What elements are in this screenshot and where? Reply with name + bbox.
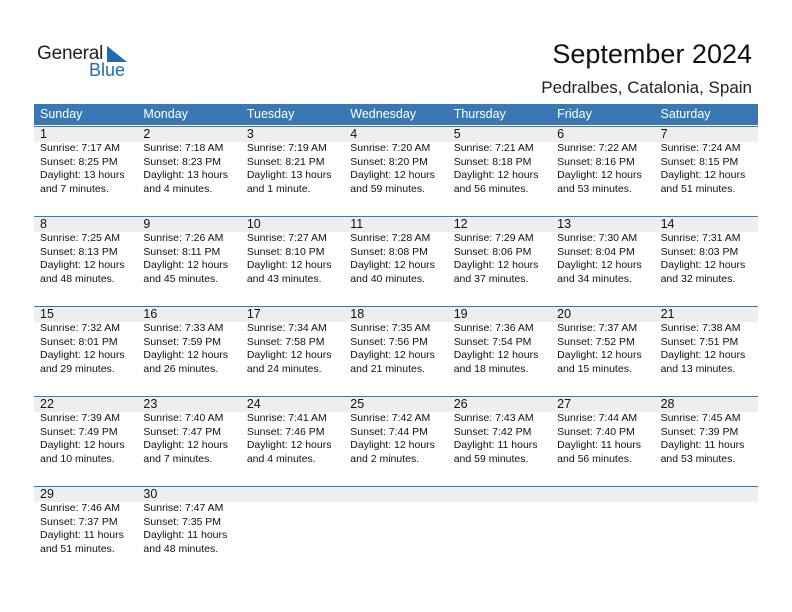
sunrise-text: Sunrise: 7:42 AM <box>350 412 431 424</box>
sunrise-text: Sunrise: 7:17 AM <box>40 142 120 154</box>
daylight-minutes-text: and 56 minutes. <box>557 452 632 465</box>
sunset-text: Sunset: 8:18 PM <box>453 155 532 168</box>
daylight-minutes-text: and 29 minutes. <box>40 362 115 375</box>
day-cell <box>344 216 447 306</box>
daylight-minutes-text: and 53 minutes. <box>660 452 736 465</box>
sunrise-text: Sunrise: 7:38 AM <box>660 322 741 334</box>
daylight-minutes-text: and 43 minutes. <box>246 272 322 285</box>
sunrise-text: Sunrise: 7:30 AM <box>557 232 638 244</box>
daylight-minutes-text: and 59 minutes. <box>453 452 529 465</box>
daylight-hours-text: Daylight: 12 hours <box>40 259 125 271</box>
sunrise-text: Sunrise: 7:27 AM <box>246 232 327 244</box>
week-row <box>34 216 758 306</box>
sunrise-text: Sunrise: 7:25 AM <box>40 232 120 244</box>
sunrise-text: Sunrise: 7:40 AM <box>143 412 224 424</box>
sunset-text: Sunset: 8:16 PM <box>557 155 635 168</box>
daylight-minutes-text: and 45 minutes. <box>143 272 219 285</box>
weekday-friday: Friday <box>557 107 592 121</box>
sunset-text: Sunset: 7:40 PM <box>557 425 635 438</box>
day-number: 2 <box>143 127 151 141</box>
sunrise-text: Sunrise: 7:33 AM <box>143 322 224 334</box>
day-number: 23 <box>143 397 158 411</box>
sunset-text: Sunset: 8:04 PM <box>557 245 635 258</box>
daylight-hours-text: Daylight: 12 hours <box>660 349 746 361</box>
day-cell <box>34 306 137 396</box>
sunrise-text: Sunrise: 7:45 AM <box>660 412 741 424</box>
day-cell <box>34 216 137 306</box>
day-number: 24 <box>246 397 261 411</box>
daylight-minutes-text: and 56 minutes. <box>453 182 529 195</box>
daylight-minutes-text: and 40 minutes. <box>350 272 425 285</box>
day-number: 9 <box>143 217 151 231</box>
daylight-minutes-text: and 18 minutes. <box>453 362 529 375</box>
sunrise-text: Sunrise: 7:36 AM <box>453 322 534 334</box>
daylight-hours-text: Daylight: 12 hours <box>350 349 435 361</box>
day-number: 12 <box>453 217 468 231</box>
daylight-minutes-text: and 32 minutes. <box>660 272 736 285</box>
weekday-sunday: Sunday <box>40 107 83 121</box>
day-cell <box>655 216 758 306</box>
daylight-minutes-text: and 13 minutes. <box>660 362 736 375</box>
daylight-hours-text: Daylight: 12 hours <box>143 259 229 271</box>
day-cell <box>241 126 344 216</box>
daylight-hours-text: Daylight: 12 hours <box>350 259 435 271</box>
sunset-text: Sunset: 7:42 PM <box>453 425 532 438</box>
daylight-hours-text: Daylight: 12 hours <box>453 259 539 271</box>
day-number: 28 <box>660 397 675 411</box>
day-number: 10 <box>246 217 261 231</box>
weekday-tuesday: Tuesday <box>246 107 295 121</box>
sunset-text: Sunset: 8:03 PM <box>660 245 739 258</box>
day-number: 7 <box>660 127 668 141</box>
day-number: 8 <box>40 217 47 231</box>
day-cell <box>241 396 344 486</box>
sunset-text: Sunset: 8:21 PM <box>246 155 325 168</box>
day-number: 17 <box>246 307 261 321</box>
daylight-minutes-text: and 4 minutes. <box>246 452 316 465</box>
day-cell <box>448 306 551 396</box>
day-cell <box>34 486 137 576</box>
day-cell <box>241 306 344 396</box>
sunset-text: Sunset: 8:23 PM <box>143 155 222 168</box>
sunrise-text: Sunrise: 7:22 AM <box>557 142 638 154</box>
day-cell <box>551 126 654 216</box>
day-number: 6 <box>557 127 565 141</box>
daylight-minutes-text: and 51 minutes. <box>40 542 115 555</box>
logo-general-text: General <box>37 43 104 64</box>
sunrise-text: Sunrise: 7:28 AM <box>350 232 431 244</box>
day-cell <box>137 216 240 306</box>
day-cell <box>655 306 758 396</box>
day-number: 1 <box>40 127 47 141</box>
sunset-text: Sunset: 7:46 PM <box>246 425 325 438</box>
week-row <box>34 486 758 576</box>
day-cell <box>137 396 240 486</box>
sunset-text: Sunset: 7:51 PM <box>660 335 739 348</box>
day-cell <box>655 396 758 486</box>
daylight-hours-text: Daylight: 11 hours <box>557 439 641 451</box>
daylight-minutes-text: and 21 minutes. <box>350 362 425 375</box>
day-cell <box>344 126 447 216</box>
daylight-hours-text: Daylight: 12 hours <box>40 349 125 361</box>
sunset-text: Sunset: 7:37 PM <box>40 515 118 528</box>
daylight-minutes-text: and 7 minutes. <box>40 182 109 195</box>
day-cell <box>448 126 551 216</box>
daylight-minutes-text: and 51 minutes. <box>660 182 736 195</box>
sunrise-text: Sunrise: 7:29 AM <box>453 232 534 244</box>
daylight-minutes-text: and 53 minutes. <box>557 182 632 195</box>
daylight-hours-text: Daylight: 13 hours <box>246 169 332 181</box>
sunrise-text: Sunrise: 7:18 AM <box>143 142 224 154</box>
sunset-text: Sunset: 8:10 PM <box>246 245 325 258</box>
daylight-hours-text: Daylight: 12 hours <box>143 439 229 451</box>
day-number: 3 <box>246 127 254 141</box>
sunset-text: Sunset: 7:58 PM <box>246 335 325 348</box>
daylight-minutes-text: and 1 minute. <box>246 182 311 195</box>
day-cell <box>448 396 551 486</box>
week-row <box>34 306 758 396</box>
sunrise-text: Sunrise: 7:21 AM <box>453 142 534 154</box>
day-number: 26 <box>453 397 468 411</box>
daylight-hours-text: Daylight: 13 hours <box>40 169 125 181</box>
day-cell <box>241 216 344 306</box>
weekday-monday: Monday <box>143 107 188 121</box>
sunset-text: Sunset: 8:15 PM <box>660 155 739 168</box>
daylight-minutes-text: and 7 minutes. <box>143 452 213 465</box>
daylight-minutes-text: and 4 minutes. <box>143 182 213 195</box>
daylight-hours-text: Daylight: 12 hours <box>246 259 332 271</box>
day-number: 14 <box>660 217 675 231</box>
sunrise-text: Sunrise: 7:44 AM <box>557 412 638 424</box>
daylight-hours-text: Daylight: 12 hours <box>453 349 539 361</box>
day-number: 30 <box>143 487 158 501</box>
sunrise-text: Sunrise: 7:41 AM <box>246 412 327 424</box>
day-number: 29 <box>40 487 54 501</box>
location-subtitle: Pedralbes, Catalonia, Spain <box>541 78 752 97</box>
daylight-hours-text: Daylight: 12 hours <box>557 349 642 361</box>
weekday-saturday: Saturday <box>660 107 711 121</box>
sunrise-text: Sunrise: 7:39 AM <box>40 412 120 424</box>
sunrise-text: Sunrise: 7:32 AM <box>40 322 120 334</box>
sunset-text: Sunset: 7:35 PM <box>143 515 222 528</box>
day-number: 13 <box>557 217 572 231</box>
daylight-hours-text: Daylight: 12 hours <box>660 259 746 271</box>
daylight-hours-text: Daylight: 12 hours <box>557 169 642 181</box>
day-cell <box>34 126 137 216</box>
sunset-text: Sunset: 7:49 PM <box>40 425 118 438</box>
sunrise-text: Sunrise: 7:20 AM <box>350 142 431 154</box>
sunrise-text: Sunrise: 7:34 AM <box>246 322 327 334</box>
daylight-hours-text: Daylight: 12 hours <box>350 169 435 181</box>
day-cell <box>448 216 551 306</box>
daylight-minutes-text: and 59 minutes. <box>350 182 425 195</box>
day-cell <box>551 396 654 486</box>
sunrise-text: Sunrise: 7:19 AM <box>246 142 327 154</box>
sunset-text: Sunset: 8:01 PM <box>40 335 118 348</box>
daylight-minutes-text: and 37 minutes. <box>453 272 529 285</box>
day-cell <box>344 306 447 396</box>
sunrise-text: Sunrise: 7:43 AM <box>453 412 534 424</box>
weekday-thursday: Thursday <box>453 107 506 121</box>
sunset-text: Sunset: 8:08 PM <box>350 245 428 258</box>
daylight-hours-text: Daylight: 11 hours <box>453 439 538 451</box>
daylight-hours-text: Daylight: 12 hours <box>246 349 332 361</box>
daylight-hours-text: Daylight: 11 hours <box>660 439 745 451</box>
sunset-text: Sunset: 7:44 PM <box>350 425 428 438</box>
sunset-text: Sunset: 7:52 PM <box>557 335 635 348</box>
daylight-hours-text: Daylight: 11 hours <box>40 529 124 541</box>
daylight-minutes-text: and 10 minutes. <box>40 452 115 465</box>
day-cell <box>551 216 654 306</box>
day-number: 27 <box>557 397 572 411</box>
sunset-text: Sunset: 7:59 PM <box>143 335 222 348</box>
day-cell <box>137 126 240 216</box>
day-number: 21 <box>660 307 675 321</box>
day-number: 5 <box>453 127 461 141</box>
week-row <box>34 396 758 486</box>
day-number: 25 <box>350 397 365 411</box>
day-cell <box>137 306 240 396</box>
daylight-hours-text: Daylight: 13 hours <box>143 169 229 181</box>
day-number: 22 <box>40 397 54 411</box>
sunset-text: Sunset: 7:39 PM <box>660 425 739 438</box>
day-number: 15 <box>40 307 54 321</box>
daylight-minutes-text: and 26 minutes. <box>143 362 219 375</box>
daylight-hours-text: Daylight: 12 hours <box>143 349 229 361</box>
daylight-hours-text: Daylight: 12 hours <box>453 169 539 181</box>
sunset-text: Sunset: 7:47 PM <box>143 425 222 438</box>
daylight-minutes-text: and 48 minutes. <box>143 542 219 555</box>
sunrise-text: Sunrise: 7:24 AM <box>660 142 741 154</box>
sunrise-text: Sunrise: 7:46 AM <box>40 502 120 514</box>
sunrise-text: Sunrise: 7:31 AM <box>660 232 741 244</box>
sunrise-text: Sunrise: 7:35 AM <box>350 322 431 334</box>
logo-blue-text: Blue <box>89 60 126 80</box>
logo <box>37 44 137 80</box>
sunset-text: Sunset: 7:56 PM <box>350 335 428 348</box>
daylight-minutes-text: and 34 minutes. <box>557 272 632 285</box>
day-cell <box>137 486 240 576</box>
day-cell <box>551 306 654 396</box>
daylight-hours-text: Daylight: 12 hours <box>40 439 125 451</box>
day-cell <box>34 396 137 486</box>
daylight-hours-text: Daylight: 12 hours <box>557 259 642 271</box>
sunrise-text: Sunrise: 7:37 AM <box>557 322 638 334</box>
weekday-wednesday: Wednesday <box>350 107 417 121</box>
daylight-hours-text: Daylight: 12 hours <box>350 439 435 451</box>
sunset-text: Sunset: 8:06 PM <box>453 245 532 258</box>
weekday-header <box>34 104 758 125</box>
day-number: 19 <box>453 307 468 321</box>
sunrise-text: Sunrise: 7:26 AM <box>143 232 224 244</box>
sunset-text: Sunset: 8:20 PM <box>350 155 428 168</box>
day-cell <box>344 396 447 486</box>
day-number: 20 <box>557 307 572 321</box>
sunrise-text: Sunrise: 7:47 AM <box>143 502 224 514</box>
daylight-hours-text: Daylight: 11 hours <box>143 529 228 541</box>
day-cell <box>655 126 758 216</box>
sunset-text: Sunset: 8:11 PM <box>143 245 221 258</box>
day-number: 11 <box>350 217 364 231</box>
daylight-hours-text: Daylight: 12 hours <box>246 439 332 451</box>
daylight-hours-text: Daylight: 12 hours <box>660 169 746 181</box>
sunset-text: Sunset: 8:25 PM <box>40 155 118 168</box>
day-number: 18 <box>350 307 365 321</box>
day-number: 4 <box>350 127 358 141</box>
sunset-text: Sunset: 8:13 PM <box>40 245 118 258</box>
daylight-minutes-text: and 2 minutes. <box>350 452 420 465</box>
sunset-text: Sunset: 7:54 PM <box>453 335 532 348</box>
daylight-minutes-text: and 48 minutes. <box>40 272 115 285</box>
daylight-minutes-text: and 15 minutes. <box>557 362 632 375</box>
daylight-minutes-text: and 24 minutes. <box>246 362 322 375</box>
week-row <box>34 126 758 216</box>
page-title: September 2024 <box>552 39 752 69</box>
day-number: 16 <box>143 307 158 321</box>
